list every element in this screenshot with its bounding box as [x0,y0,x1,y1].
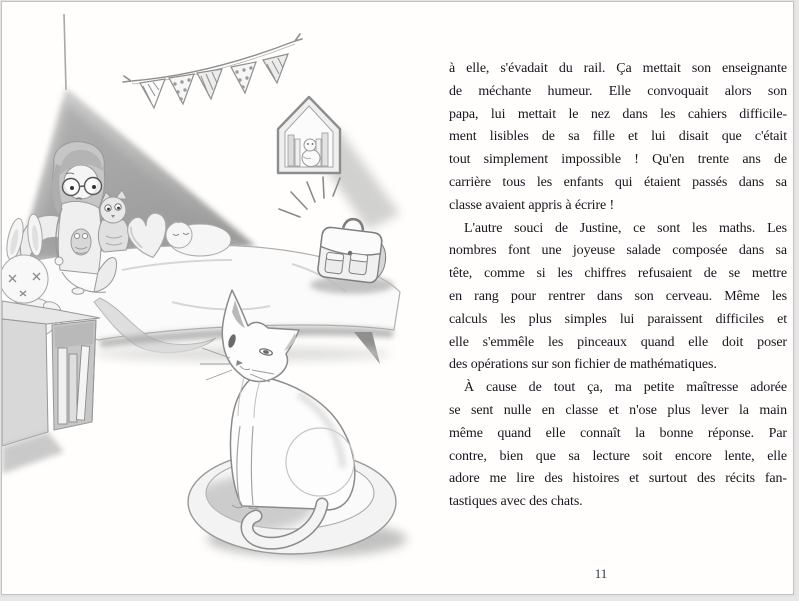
text-line: contre, bien que sa lecture soit encore lente, elle [449,448,787,464]
text-line: adore me lire des histoires et surtout des récits fan- [449,471,787,487]
shelf-books [58,346,90,424]
page-text [449,58,787,514]
text-line: elle s'emmêle les pinceaux quand elle doit poser [449,334,787,350]
text-line: en rang pour rentrer dans son cerveau. Même les [449,288,787,304]
text-line: calculs les plus simples lui paraissent difficiles et [449,311,787,327]
paragraph [449,218,787,378]
paragraph [449,58,787,218]
text-line: de méchante humeur. Elle convoquait alors son [449,83,787,99]
text-line: carrière tous les enfants qui étaient passés dans sa [449,174,787,190]
text-line: L'autre souci de Justine, ce sont les maths. Les [464,220,787,236]
bedroom-illustration [2,2,442,594]
text-line: tout simplement impossible ! Qu'en trente ans de [449,152,787,168]
text-line: des opérations sur son fichier de mathématiques. [449,357,717,373]
text-line: classe avaient appris à écrire ! [449,197,615,213]
text-line: nombres font une joyeuse salade composée dans sa [449,243,787,259]
text-line: ment lisibles de sa fille et lui disait que c'était [449,129,787,145]
emphasis-lines [279,177,340,217]
page-number: 11 [594,566,608,581]
plush-cat [98,190,128,252]
text-line: se sent nulle en classe et n'ose plus lever la main [449,402,787,418]
paragraph [449,377,787,514]
text-line: à elle, s'évadait du rail. Ça mettait son enseignante [449,61,787,76]
text-line: tête, comme si les chiffres refusaient de se mettre [449,266,787,282]
book-page-spread [2,2,793,594]
text-line: même quand elle connaît la bonne réponse. Par [449,425,787,441]
bunting-flags [123,34,302,108]
house-shelf [278,97,340,173]
text-line: À cause de tout ça, ma petite maîtresse adorée [464,380,787,396]
text-line: papa, lui mettait le nez dans les cahiers difficile- [449,106,787,122]
text-line: tastiques avec des chats. [449,494,583,510]
